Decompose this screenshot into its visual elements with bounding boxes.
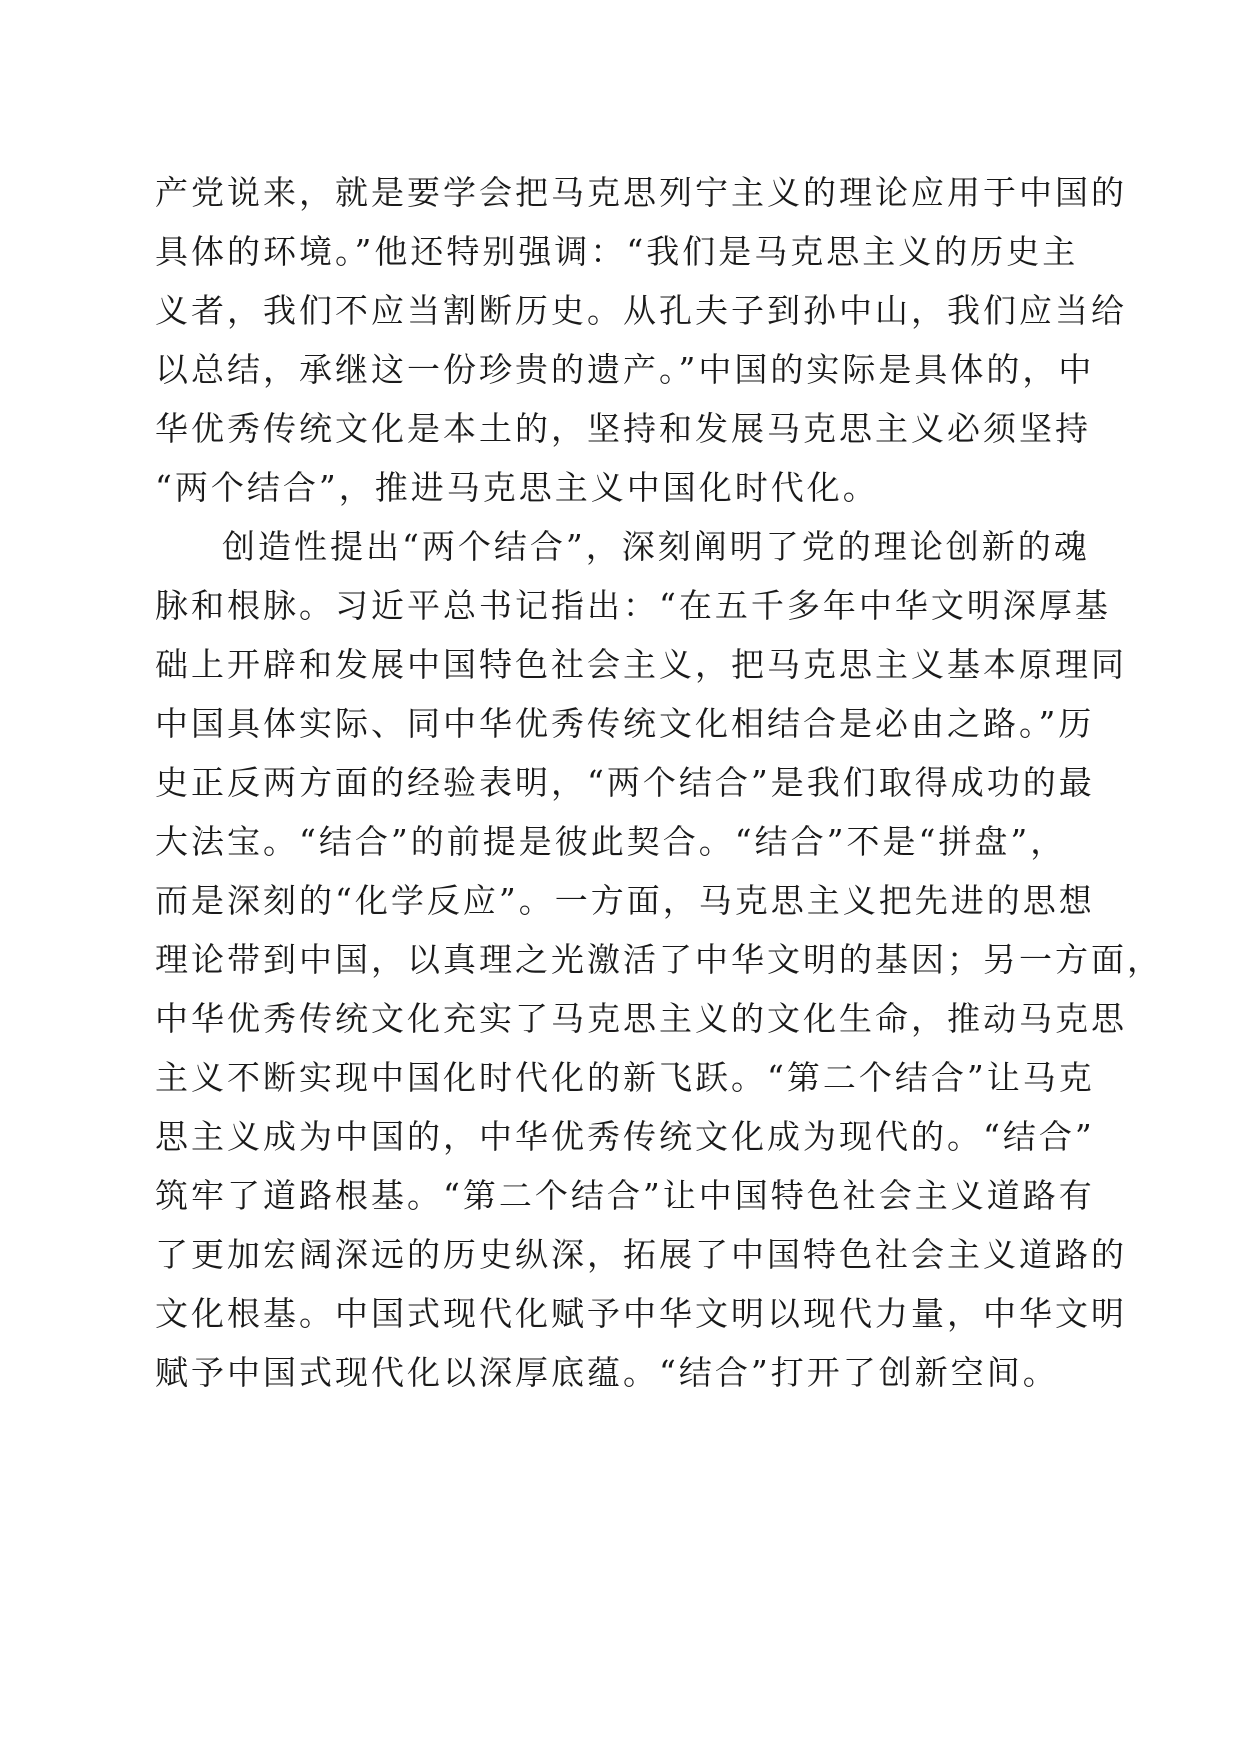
- text-line: 脉和根脉。习近平总书记指出：“在五千多年中华文明深厚基: [155, 586, 1111, 625]
- text-line: 大法宝。“结合”的前提是彼此契合。“结合”不是“拼盘”，: [155, 822, 1067, 861]
- text-line: 义者，我们不应当割断历史。从孔夫子到孙中山，我们应当给: [155, 291, 1127, 330]
- text-line: 中华优秀传统文化充实了马克思主义的文化生命，推动马克思: [155, 999, 1127, 1038]
- text-line: 产党说来，就是要学会把马克思列宁主义的理论应用于中国的: [155, 173, 1127, 212]
- text-line: “两个结合”，推进马克思主义中国化时代化。: [155, 468, 879, 507]
- text-line: 具体的环境。”他还特别强调：“我们是马克思主义的历史主: [155, 232, 1079, 271]
- text-line: 华优秀传统文化是本土的，坚持和发展马克思主义必须坚持: [155, 409, 1091, 448]
- text-line: 以总结，承继这一份珍贵的遗产。”中国的实际是具体的，中: [155, 350, 1095, 389]
- text-line: 中国具体实际、同中华优秀传统文化相结合是必由之路。”历: [155, 704, 1095, 743]
- text-line: 文化根基。中国式现代化赋予中华文明以现代力量，中华文明: [155, 1294, 1127, 1333]
- text-line: 赋予中国式现代化以深厚底蕴。“结合”打开了创新空间。: [155, 1353, 1059, 1392]
- text-line: 筑牢了道路根基。“第二个结合”让中国特色社会主义道路有: [155, 1176, 1095, 1215]
- text-line: 了更加宏阔深远的历史纵深，拓展了中国特色社会主义道路的: [155, 1235, 1127, 1274]
- paragraph-first-line: 创造性提出“两个结合”，深刻阐明了党的理论创新的魂: [222, 527, 1090, 566]
- text-line: 础上开辟和发展中国特色社会主义，把马克思主义基本原理同: [155, 645, 1127, 684]
- text-line: 史正反两方面的经验表明，“两个结合”是我们取得成功的最: [155, 763, 1095, 802]
- text-line: 思主义成为中国的，中华优秀传统文化成为现代的。“结合”: [155, 1117, 1095, 1156]
- text-line: 理论带到中国，以真理之光激活了中华文明的基因；另一方面，: [155, 940, 1163, 979]
- text-line: 主义不断实现中国化时代化的新飞跃。“第二个结合”让马克: [155, 1058, 1095, 1097]
- text-line: 而是深刻的“化学反应”。一方面，马克思主义把先进的思想: [155, 881, 1095, 920]
